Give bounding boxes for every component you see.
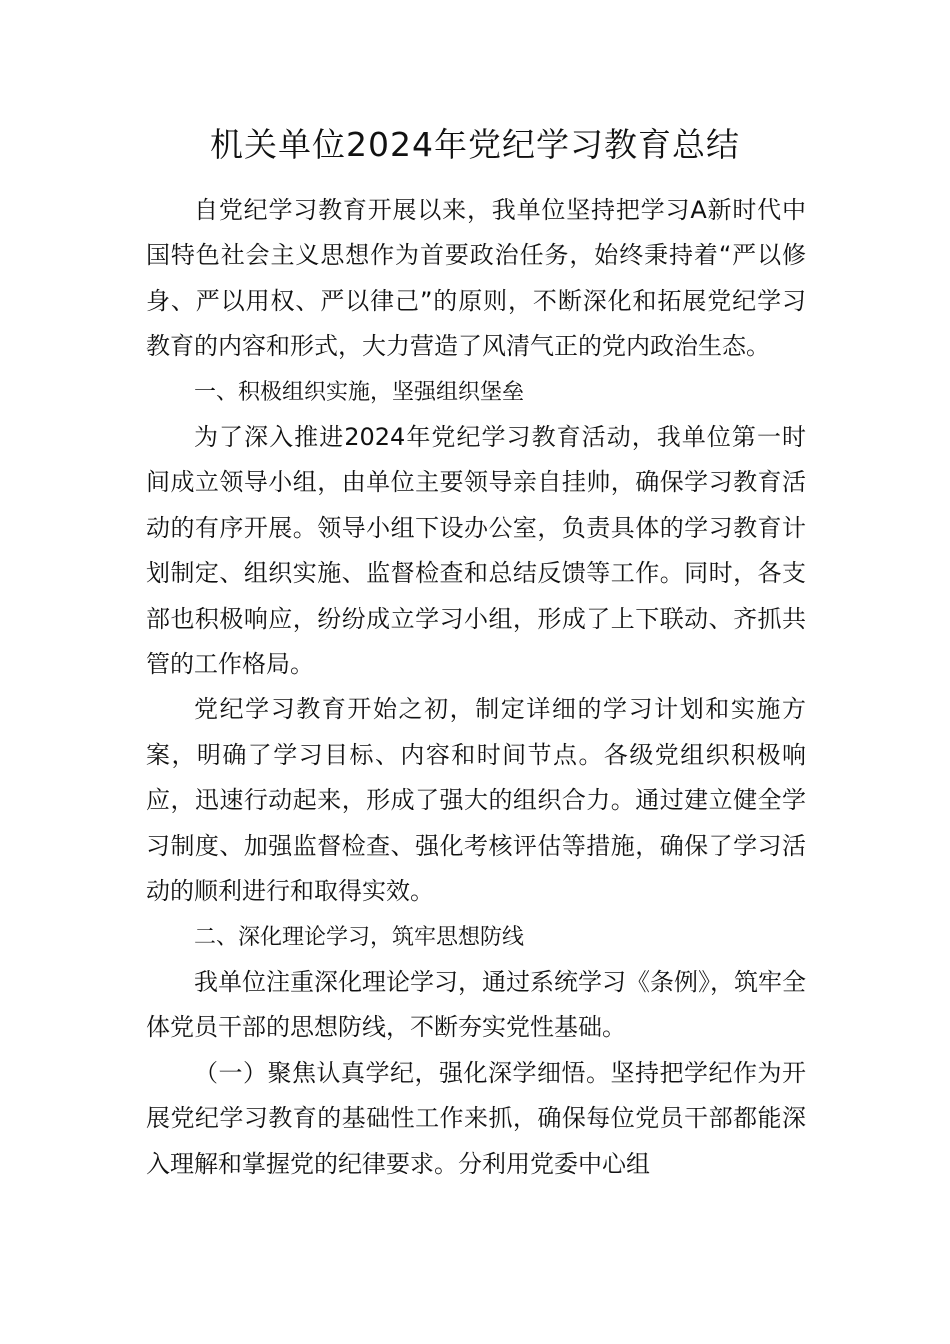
intro-paragraph: 自党纪学习教育开展以来，我单位坚持把学习A新时代中国特色社会主义思想作为首要政治任务，始终秉持着“严以修身、严以用权、严以律己”的原则，不断深化和拓展党纪学习教育的内容和形式，大力营造了风清气正的党内政治生态。	[146, 196, 806, 361]
document-title: 机关单位2024年党纪学习教育总结	[210, 125, 740, 164]
section-2-paragraph-1: 我单位注重深化理论学习，通过系统学习《条例》，筑牢全体党员干部的思想防线，不断夯实党性基础。	[146, 967, 806, 1042]
section-heading-1: 一、积极组织实施，坚强组织堡垒	[194, 379, 525, 405]
document-body	[146, 188, 806, 1187]
section-1-paragraph-1: 为了深入推进2024年党纪学习教育活动，我单位第一时间成立领导小组，由单位主要领导亲自挂帅，确保学习教育活动的有序开展。领导小组下设办公室，负责具体的学习教育计划制定、组织实施、监督检查和总结反馈等工作。同时，各支部也积极响应，纷纷成立学习小组，形成了上下联动、齐抓共管的工作格局。	[146, 423, 806, 679]
section-1-paragraph-2: 党纪学习教育开始之初，制定详细的学习计划和实施方案，明确了学习目标、内容和时间节点。各级党组织积极响应，迅速行动起来，形成了强大的组织合力。通过建立健全学习制度、加强监督检查、强化考核评估等措施，确保了学习活动的顺利进行和取得实效。	[146, 695, 806, 906]
section-heading-2: 二、深化理论学习，筑牢思想防线	[194, 924, 525, 950]
section-2-paragraph-2: （一）聚焦认真学纪，强化深学细悟。坚持把学纪作为开展党纪学习教育的基础性工作来抓，确保每位党员干部都能深入理解和掌握党的纪律要求。分利用党委中心组	[146, 1058, 806, 1178]
